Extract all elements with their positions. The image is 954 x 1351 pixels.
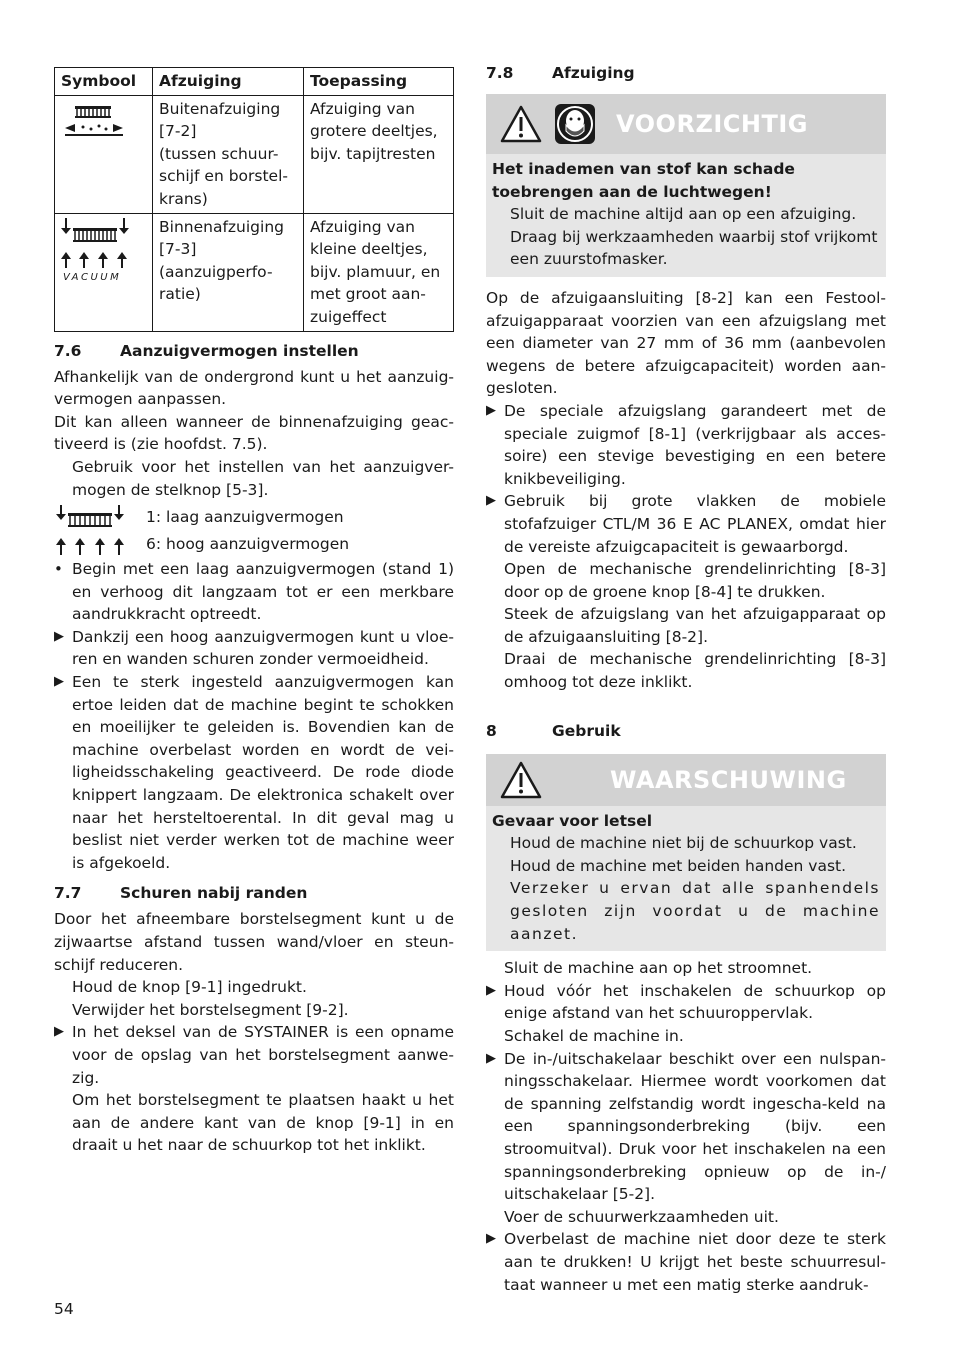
- paragraph: Open de mechanische grendelinrichting [8-3] door op de groene knop [8-4] te drukken.: [504, 560, 886, 601]
- tip-text: Gebruik bij grote vlakken de mobiele stofafzuiger CTL/M 36 E AC PLANEX, omdat hier de vereiste afzuigcapaciteit is gewaarborgd.: [504, 492, 886, 556]
- cell-line: bijv. tapijtresten: [310, 144, 436, 163]
- tip-text: Een te sterk ingesteld aanzuigvermogen kan ertoe leiden dat de machine begint te schokken en moeilijker te geleiden is. Bovendien kan de machine overbelast worden en wordt de vei-ligheidsschakeling geactiveerd. De rode diode knippert langzaam. De elektronica schakelt over naar het hersteltoerental. In dit geval mag u beslist niet verder werken tot de machine weer is afgekoeld.: [72, 673, 454, 872]
- tip-item: [486, 400, 886, 490]
- dust-mask-icon: [554, 103, 596, 145]
- arrow-icon: ▶: [54, 1024, 64, 1040]
- section-heading: [54, 340, 454, 362]
- tip-item: [54, 626, 454, 671]
- paragraph: Voer de schuurwerkzaamheden uit.: [504, 1207, 779, 1226]
- cell-line: zuigeffect: [310, 307, 387, 326]
- cell-line: bijv. plamuur, en: [310, 262, 441, 281]
- suction-low-icon: [54, 505, 126, 529]
- section-heading: [486, 720, 886, 742]
- arrow-icon: ▶: [486, 402, 496, 418]
- table-header: Symbool: [55, 68, 153, 96]
- tip-item: [486, 1048, 886, 1206]
- cell-line: kleine deeltjes,: [310, 240, 428, 259]
- symbol-cell: [55, 213, 153, 331]
- paragraph: Afhankelijk van de ondergrond kunt u het aanzuig-vermogen aanpassen.: [54, 367, 454, 409]
- page-number: 54: [54, 1300, 74, 1318]
- table-header: Afzuiging: [153, 68, 304, 96]
- afzuiging-cell: [153, 95, 304, 213]
- tip-text: Houd vóór het inschakelen de schuurkop op enige afstand van het schuuroppervlak.: [504, 981, 886, 1023]
- bullet-item: [54, 558, 454, 626]
- afzuiging-cell: [153, 213, 304, 331]
- paragraph: Dit kan alleen wanneer de binnenafzuiging geac-tiveerd is (zie hoofdst. 7.5).: [54, 412, 454, 454]
- cell-line: krans): [159, 189, 208, 208]
- suction-high-row: [54, 530, 454, 557]
- caution-lead: Het inademen van stof kan schade toebrengen aan de luchtwegen!: [486, 154, 886, 203]
- warning-triangle-icon: [500, 761, 542, 799]
- paragraph: Schakel de machine in.: [504, 1027, 684, 1045]
- paragraph: Steek de afzuigslang van het afzuigapparaat op de afzuigaansluiting [8-2].: [504, 605, 886, 646]
- warning-line: Houd de machine met beiden handen vast.: [486, 855, 886, 878]
- paragraph: Om het borstelsegment te plaatsen haakt u het aan de andere kant van de knop [9-1] in en draait u het naar de schuurkop tot het inklikt.: [72, 1091, 454, 1155]
- left-column: [54, 67, 454, 1157]
- section-heading: [486, 62, 886, 84]
- caution-line: Sluit de machine altijd aan op een afzuiging.: [486, 203, 886, 226]
- cell-line: ratie): [159, 285, 201, 304]
- right-column: [486, 62, 886, 1296]
- arrow-icon: ▶: [486, 1231, 496, 1247]
- warning-header: [486, 754, 886, 806]
- cell-line: schijf en borstel-: [159, 167, 288, 186]
- cell-line: Binnenafzuiging: [159, 217, 284, 236]
- paragraph: Door het afneembare borstelsegment kunt u de zijwaartse afstand tussen wand/vloer en steun-schijf reduceren.: [54, 910, 454, 974]
- table-row: [55, 95, 454, 213]
- tip-item: [486, 1228, 886, 1296]
- arrow-icon: ▶: [54, 628, 64, 644]
- symbol-cell: [55, 95, 153, 213]
- tip-item: [54, 671, 454, 874]
- arrow-icon: ▶: [486, 493, 496, 509]
- warning-triangle-icon: [500, 105, 542, 143]
- bullet-icon: •: [54, 560, 63, 579]
- tip-text: Dankzij een hoog aanzuigvermogen kunt u vloe-ren en wanden schuren zonder vermoeidheid.: [72, 627, 454, 669]
- caution-title: VOORZICHTIG: [616, 110, 808, 138]
- table-row: [55, 213, 454, 331]
- cell-line: [7-2]: [159, 122, 197, 141]
- arrow-icon: ▶: [486, 1050, 496, 1066]
- external-extraction-icon: [61, 98, 127, 138]
- cell-line: [7-3]: [159, 240, 197, 259]
- section-title: Schuren nabij randen: [120, 884, 308, 903]
- paragraph: Sluit de machine aan op het stroomnet.: [504, 959, 813, 978]
- section-title: Gebruik: [552, 721, 621, 740]
- tip-item: [486, 980, 886, 1025]
- caution-header: [486, 94, 886, 154]
- tip-text: Overbelast de machine niet door deze te sterk aan te drukken! U krijgt het beste schuurresul-taat wanneer u met een matig sterke aandruk-: [504, 1230, 886, 1294]
- cell-line: met groot aan-: [310, 285, 426, 304]
- warning-line: Verzeker u ervan dat alle spanhendels gesloten zijn voordat u de machine aanzet.: [486, 877, 886, 945]
- warning-line: Houd de machine niet bij de schuurkop vast.: [486, 832, 886, 855]
- tip-text: De speciale afzuigslang garandeert met de speciale zuigmof [8-1] (verkrijgbaar als acces-soire) een stevige bevestiging en een betere knikbeveiliging.: [504, 401, 886, 488]
- suction-high-icon: [54, 532, 126, 556]
- section-number: 8: [486, 721, 497, 740]
- vacuum-icon: [61, 216, 131, 282]
- section-number: 7.7: [54, 884, 82, 903]
- paragraph: Draai de mechanische grendelinrichting [8-3] omhoog tot deze inklikt.: [504, 650, 886, 692]
- table-header-row: [55, 68, 454, 96]
- suction-high-label: 6: hoog aanzuigvermogen: [146, 534, 350, 553]
- caution-line: Draag bij werkzaamheden waarbij stof vrijkomt een zuurstofmasker.: [486, 226, 886, 271]
- suction-low-row: [54, 503, 454, 530]
- tip-item: [486, 490, 886, 558]
- cell-line: (tussen schuur-: [159, 144, 279, 163]
- warning-box: [486, 754, 886, 952]
- vacuum-label: VACUUM: [63, 271, 122, 282]
- section-number: 7.8: [486, 64, 514, 82]
- paragraph: Houd de knop [9-1] ingedrukt.: [72, 978, 307, 997]
- arrow-icon: ▶: [54, 674, 64, 690]
- bullet-text: Begin met een laag aanzuigvermogen (stand 1) en verhoog dit langzaam tot er een merkbare aandrukkracht optreedt.: [72, 560, 454, 624]
- warning-title: WAARSCHUWING: [610, 765, 847, 794]
- section-number: 7.6: [54, 341, 82, 360]
- tip-text: De in-/uitschakelaar beschikt over een nulspan-ningsschakelaar. Hiermee wordt voorkomen dat de spanning zelfstandig wordt ingescha-keld na een spanningsonderbreking (bijv. een stroomuitval). Druk voor het inschakelen na een spanningsonderbreking opnieuw op de in-/ uitschakelaar [5-2].: [504, 1049, 886, 1204]
- cell-line: grotere deeltjes,: [310, 122, 438, 141]
- paragraph: Verwijder het borstelsegment [9-2].: [72, 1000, 349, 1019]
- suction-low-label: 1: laag aanzuigvermogen: [146, 507, 344, 526]
- extraction-table: [54, 67, 454, 332]
- cell-line: Afzuiging van: [310, 99, 416, 118]
- cell-line: Buitenafzuiging: [159, 99, 281, 118]
- paragraph: Gebruik voor het instellen van het aanzuigver-mogen de stelknop [5-3].: [72, 457, 454, 499]
- section-title: Aanzuigvermogen instellen: [120, 341, 359, 360]
- table-header: Toepassing: [304, 68, 454, 96]
- caution-box: [486, 94, 886, 277]
- cell-line: (aanzuigperfo-: [159, 262, 273, 281]
- tip-item: [54, 1021, 454, 1089]
- paragraph: Op de afzuigaansluiting [8-2] kan een Festool-afzuigapparaat voorzien van een afzuigslang met een diameter van 27 mm of 36 mm (aanbevolen wegens de betere afzuigcapaciteit) worden aan-gesloten.: [486, 288, 886, 398]
- cell-line: Afzuiging van: [310, 217, 416, 236]
- toepassing-cell: [304, 213, 454, 331]
- warning-lead: Gevaar voor letsel: [486, 806, 886, 833]
- toepassing-cell: [304, 95, 454, 213]
- tip-text: In het deksel van de SYSTAINER is een opname voor de opslag van het borstelsegment aanwe-zig.: [72, 1023, 454, 1087]
- section-title: Afzuiging: [552, 64, 635, 82]
- arrow-icon: ▶: [486, 982, 496, 998]
- section-heading: [54, 882, 454, 904]
